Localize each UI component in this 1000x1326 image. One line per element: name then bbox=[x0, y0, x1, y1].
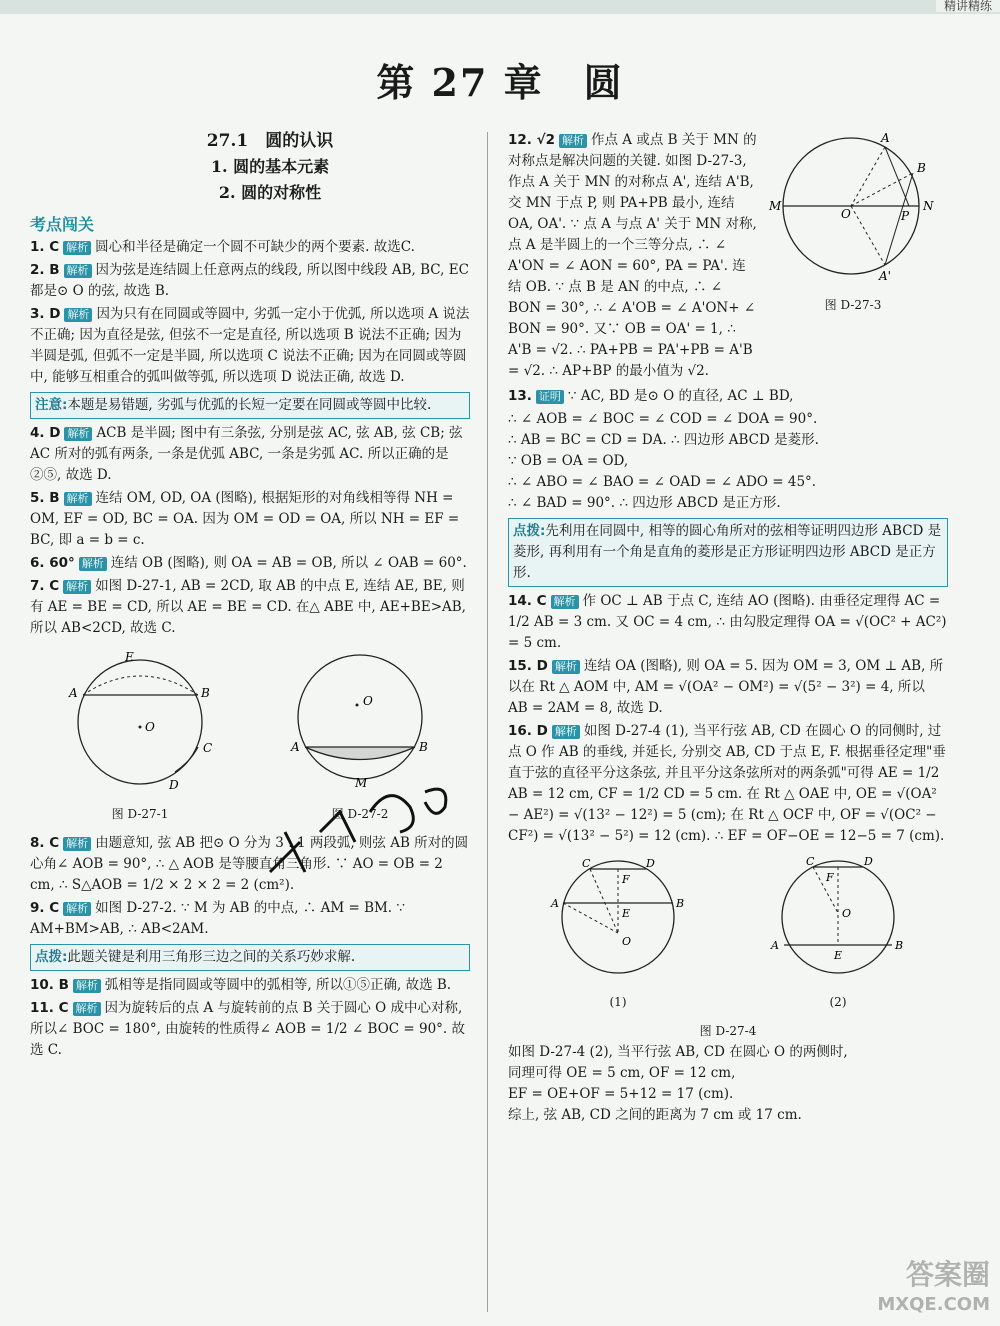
subsection-title-2: 2. 圆的对称性 bbox=[218, 183, 322, 202]
circle-diagram-4a bbox=[548, 855, 688, 985]
svg-text:E: E bbox=[834, 949, 843, 962]
answer-item: 8. C 解析 由题意知, 弦 AB 把⊙ O 分为 3 : 1 两段弧, 则弦 AB 所对的圆心角∠ AOB = 90°, ∴ △ AOB 是等腰直角三角形. ∵ AO = OB = 2 cm, ∴ S△AOB = 1/2 × 2 × 2 = 2 (cm²). bbox=[30, 835, 469, 893]
svg-text:A: A bbox=[771, 939, 779, 952]
svg-text:O: O bbox=[363, 694, 373, 708]
svg-text:B: B bbox=[676, 897, 685, 910]
figure-d27-4 bbox=[508, 855, 948, 1013]
svg-text:C: C bbox=[582, 857, 591, 870]
analysis-tag: 解析 bbox=[64, 427, 92, 441]
svg-text:C: C bbox=[203, 741, 213, 755]
hint-box: 点拨:先利用在同圆中, 相等的圆心角所对的弦相等证明四边形 ABCD 是菱形, 再利用有一个角是直角的菱形是正方形证明四边形 ABCD 是正方形. bbox=[508, 518, 948, 587]
item-12-block bbox=[508, 128, 948, 384]
handwritten-scribble bbox=[260, 772, 460, 892]
answer-item: 4. D 解析 ACB 是半圆; 图中有三条弦, 分别是弦 AC, 弦 AB, 弦 CB; 弦 AC 所对的弧有两条, 一条是优弧 ABC, 一条是劣弧 AC. 所以正确的是②⑤, 故选 D. bbox=[30, 425, 463, 483]
proof-tag: 证明 bbox=[536, 390, 564, 404]
answer-item-13: 13. 证明 ∵ AC, BD 是⊙ O 的直径, AC ⊥ BD, bbox=[508, 388, 794, 404]
svg-text:D: D bbox=[864, 855, 873, 868]
solution-line: 同理可得 OE = 5 cm, OF = 12 cm, bbox=[508, 1065, 736, 1081]
answer-item: 10. B 解析 弧相等是指同圆或等圆中的弧相等, 所以①⑤正确, 故选 B. bbox=[30, 977, 452, 993]
svg-text:O: O bbox=[842, 907, 852, 920]
chapter-title: 第 27 章 圆 bbox=[376, 60, 624, 105]
analysis-tag: 解析 bbox=[63, 837, 91, 851]
answer-item: 11. C 解析 因为旋转后的点 A 与旋转前的点 B 关于圆心 O 成中心对称, 所以∠ BOC = 180°, 由旋转的性质得∠ AOB = 1/2 ∠ BOC = 90°. 故选 C. bbox=[30, 1000, 465, 1058]
svg-text:P: P bbox=[901, 209, 910, 223]
svg-text:A': A' bbox=[879, 269, 891, 283]
analysis-tag: 解析 bbox=[63, 241, 91, 255]
analysis-tag: 解析 bbox=[64, 492, 92, 506]
column-divider bbox=[487, 132, 488, 1312]
svg-text:E: E bbox=[622, 907, 631, 920]
svg-text:M: M bbox=[769, 199, 782, 213]
svg-text:A: A bbox=[881, 131, 890, 145]
analysis-tag: 解析 bbox=[63, 580, 91, 594]
svg-text:E: E bbox=[125, 650, 134, 664]
figure-d27-3 bbox=[758, 128, 948, 384]
svg-text:B: B bbox=[201, 686, 210, 700]
answer-item: 2. B 解析 因为弦是连结圆上任意两点的线段, 所以图中线段 AB, BC, EC 都是⊙ O 的弦, 故选 B. bbox=[30, 262, 469, 299]
analysis-tag: 解析 bbox=[64, 308, 92, 322]
svg-text:A: A bbox=[69, 686, 78, 700]
svg-text:D: D bbox=[169, 778, 179, 792]
figure-d27-1 bbox=[65, 647, 215, 825]
hint-box: 点拨:此题关键是利用三角形三边之间的关系巧妙求解. bbox=[30, 944, 470, 971]
left-column bbox=[30, 128, 470, 1063]
svg-text:B: B bbox=[419, 740, 428, 754]
figure-subcaption: (1) bbox=[609, 995, 627, 1009]
right-column bbox=[508, 128, 948, 1126]
answer-item: 9. C 解析 如图 D-27-2. ∵ M 为 AB 的中点, ∴ AM = BM. ∵ AM+BM>AB, ∴ AB<2AM. bbox=[30, 900, 405, 937]
answer-item: 5. B 解析 连结 OM, OD, OA (图略), 根据矩形的对角线相等得 NH = OM, EF = OD, BC = OA. 因为 OM = OD = OA, 所以 NH = EF = BC, 即 a = b = c. bbox=[30, 490, 460, 548]
svg-text:N: N bbox=[923, 199, 934, 213]
svg-text:F: F bbox=[826, 871, 834, 884]
analysis-tag: 解析 bbox=[551, 595, 579, 609]
answer-item: 3. D 解析 因为只有在同圆或等圆中, 劣弧一定小于优弧, 所以选项 A 说法不正确; 因为直径是弦, 但弦不一定是直径, 所以选项 B 说法不正确; 因为半圆是弧, 但弧不一定是半圆, 所以选项 C 说法不正确; 因为在同圆或等圆中, 能够互相重合的弧叫做等弧, 所以选项 D 说法正确, 故选 D. bbox=[30, 306, 470, 385]
corner-tab: 精讲精练 bbox=[936, 0, 1000, 12]
analysis-tag: 解析 bbox=[73, 1002, 101, 1016]
svg-text:M: M bbox=[355, 776, 368, 790]
figure-caption: 图 D-27-1 bbox=[111, 807, 169, 821]
svg-text:A: A bbox=[291, 740, 300, 754]
answer-item: 14. C 解析 作 OC ⊥ AB 于点 C, 连结 AO (图略). 由垂径定理得 AC = 1/2 AB = 3 cm. 又 OC = 4 cm, ∴ 由勾股定理得 OA = √(OC² + AC²) = 5 cm. bbox=[508, 593, 947, 651]
svg-text:O: O bbox=[841, 207, 851, 221]
proof-line: ∴ AB = BC = CD = DA. ∴ 四边形 ABCD 是菱形. bbox=[508, 432, 819, 448]
analysis-tag: 解析 bbox=[64, 264, 92, 278]
figure-d27-4-2 bbox=[768, 855, 908, 1013]
circle-diagram-3 bbox=[763, 128, 943, 288]
svg-text:O: O bbox=[145, 720, 155, 734]
kaodian-heading: 考点闯关 bbox=[30, 215, 95, 234]
analysis-tag: 解析 bbox=[552, 660, 580, 674]
section-title: 27.1 圆的认识 bbox=[206, 131, 334, 151]
analysis-tag: 解析 bbox=[79, 557, 107, 571]
figure-d27-4-1 bbox=[548, 855, 688, 1013]
circle-diagram-4b bbox=[768, 855, 908, 985]
proof-line: ∵ OB = OA = OD, bbox=[508, 453, 629, 469]
figure-subcaption: (2) bbox=[829, 995, 847, 1009]
circle-diagram-1 bbox=[65, 647, 215, 797]
solution-line: 综上, 弦 AB, CD 之间的距离为 7 cm 或 17 cm. bbox=[508, 1107, 802, 1123]
watermark: 答案圈 MXQE.COM bbox=[877, 1258, 990, 1315]
answer-item: 7. C 解析 如图 D-27-1, AB = 2CD, 取 AB 的中点 E, 连结 AE, BE, 则有 AE = BE = CD, 所以 AE = BE = CD. 在△ ABE 中, AE+BE>AB, 所以 AB<2CD, 故选 C. bbox=[30, 578, 466, 636]
analysis-tag: 解析 bbox=[552, 725, 580, 739]
answer-item: 12. √2 解析 作点 A 或点 B 关于 MN 的对称点是解决问题的关键. 如图 D-27-3, 作点 A 关于 MN 的对称点 A', 连结 A'B, 交 MN 于点 P, 则 PA+PB 最小, 连结 OA, OA'. ∵ 点 A 与点 A' 关于 MN 对称, 点 A 是半圆上的一个三等分点, ∴ ∠ A'ON = ∠ AON = 60°, PA = PA'. 连结 OB. ∵ 点 B 是 AN 的中点, ∴ ∠ BON = 30°, ∴ ∠ A'OB = ∠ A'ON+ ∠ BON = 90°. 又∵ OB = OA' = 1, ∴ A'B = √2. ∴ PA+PB = PA'+PB = A'B = √2. ∴ AP+BP 的最小值为 √2. bbox=[508, 132, 757, 379]
answer-item: 15. D 解析 连结 OA (图略), 则 OA = 5. 因为 OM = 3, OM ⊥ AB, 所以在 Rt △ AOM 中, AM = √(OA² − OM²) = √(5² − 3²) = 4, 所以 AB = 2AM = 8, 故选 D. bbox=[508, 658, 944, 716]
figure-caption: 图 D-27-4 bbox=[699, 1024, 757, 1038]
answer-item: 6. 60° 解析 连结 OB (图略), 则 OA = AB = OB, 所以 ∠ OAB = 60°. bbox=[30, 555, 467, 571]
proof-line: ∴ ∠ ABO = ∠ BAO = ∠ OAD = ∠ ADO = 45°. bbox=[508, 474, 817, 490]
answer-item: 16. D 解析 如图 D-27-4 (1), 当平行弦 AB, CD 在圆心 O 的同侧时, 过点 O 作 AB 的垂线, 并延长, 分别交 AB, CD 于点 E, F. 根据垂径定理"垂直于弦的直径平分这条弦, 并且平分这条弦所对的两条弧"可得 AE = 1/2 AB = 12 cm, CF = 1/2 CD = 5 cm. 在 Rt △ OAE 中, OE = √(OA² − AE²) = √(13² − 12²) = 5 (cm); 在 Rt △ OCF 中, OF = √(OC² − CF²) = √(13² − 5²) = 12 (cm). ∴ EF = OF−OE = 12−5 = 7 (cm). bbox=[508, 723, 946, 844]
analysis-tag: 解析 bbox=[559, 134, 587, 148]
analysis-tag: 解析 bbox=[63, 902, 91, 916]
proof-line: ∴ ∠ AOB = ∠ BOC = ∠ COD = ∠ DOA = 90°. bbox=[508, 411, 818, 427]
svg-text:A: A bbox=[551, 897, 559, 910]
figure-caption: 图 D-27-2 bbox=[331, 807, 389, 821]
svg-text:D: D bbox=[646, 857, 655, 870]
solution-line: EF = OE+OF = 5+12 = 17 (cm). bbox=[508, 1086, 734, 1102]
svg-text:F: F bbox=[622, 873, 630, 886]
svg-text:C: C bbox=[806, 855, 815, 868]
svg-text:O: O bbox=[622, 935, 632, 948]
note-box: 注意:本题是易错题, 劣弧与优弧的长短一定要在同圆或等圆中比较. bbox=[30, 392, 470, 419]
svg-text:B: B bbox=[895, 939, 904, 952]
figure-caption: 图 D-27-3 bbox=[824, 298, 882, 312]
analysis-tag: 解析 bbox=[73, 979, 101, 993]
solution-line: 如图 D-27-4 (2), 当平行弦 AB, CD 在圆心 O 的两侧时, bbox=[508, 1044, 848, 1060]
svg-text:B: B bbox=[917, 161, 926, 175]
answer-item: 1. C 解析 圆心和半径是确定一个圆不可缺少的两个要素. 故选C. bbox=[30, 239, 415, 255]
top-strip bbox=[0, 0, 1000, 14]
proof-line: ∴ ∠ BAD = 90°. ∴ 四边形 ABCD 是正方形. bbox=[508, 495, 781, 511]
subsection-title-1: 1. 圆的基本元素 bbox=[210, 157, 330, 176]
